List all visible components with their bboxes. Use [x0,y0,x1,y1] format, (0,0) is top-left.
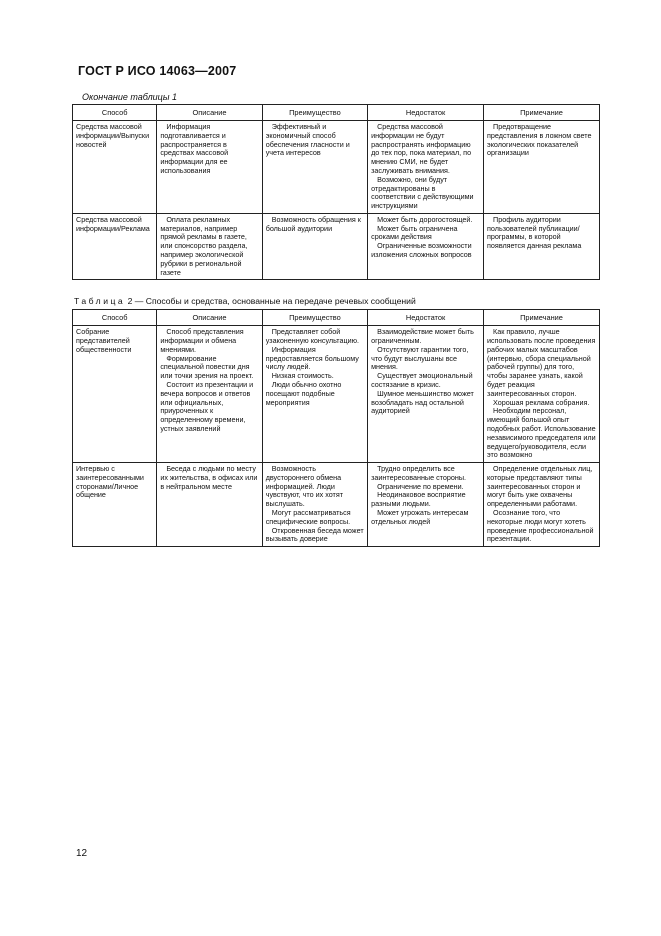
table2-caption-text: 2 — Способы и средства, основанные на передаче речевых сообщений [127,296,416,307]
table1-col-advantage: Преимущество [262,105,367,121]
table1-col-description: Описание [157,105,262,121]
table-cell: Способ представления информации и обмена мнениями. Формирование специальной повестки дня или точки зрения на проект. Состоит из презентации и вечера вопросов и ответов или официальных, приуроченных к определенному времени, устных заявлений [157,326,262,463]
table-cell: Определение отдельных лиц, которые представляют типы заинтересованных сторон и могут быть уже охвачены определенными работами. Осознание того, что некоторые люди могут хотеть проведение профессиональной презентации. [484,463,600,547]
table-cell: Интервью с заинтересованными сторонами/Личное общение [73,463,157,547]
table2-col-method: Способ [73,310,157,326]
table-cell: Возможность двустороннего обмена информацией. Люди чувствуют, что их хотят выслушать. Могут рассматриваться специфические вопросы. Откровенная беседа может вызывать доверие [262,463,367,547]
table-cell: Возможность обращения к большой аудитории [262,213,367,279]
table1-col-note: Примечание [484,105,600,121]
table2-col-disadvantage: Недостаток [368,310,484,326]
table-cell: Средства массовой информации/Выпуски новостей [73,121,157,214]
page-number: 12 [76,848,88,859]
table-cell: Представляет собой узаконенную консультацию. Информация предоставляется большому числу людей. Низкая стоимость. Люди обычно охотно посещают подобные мероприятия [262,326,367,463]
document-header: ГОСТ Р ИСО 14063—2007 [78,64,237,78]
table2-col-advantage: Преимущество [262,310,367,326]
page-content [72,92,600,834]
table-row [73,463,600,547]
table-cell: Оплата рекламных материалов, например прямой рекламы в газете, или спонсорство раздела, например экологической рубрики в региональной газете [157,213,262,279]
table-cell: Средства массовой информации не будут распространять информацию до тех пор, пока материал, по мнению СМИ, не будет заслуживать внимания. Возможно, они будут отредактированы в соответствии с действующими инструкциями [368,121,484,214]
table-2 [72,309,600,547]
table-1 [72,104,600,280]
table2-caption [74,296,600,306]
table2-header-row [73,310,600,326]
table1-header-row [73,105,600,121]
table-cell: Предотвращение представления в ложном свете экологических показателей организации [484,121,600,214]
table-row [73,213,600,279]
table-cell: Может быть дорогостоящей. Может быть ограничена сроками действия Ограниченные возможности изложения сложных вопросов [368,213,484,279]
table-row [73,326,600,463]
table2-caption-word: Таблица [74,296,126,307]
table-cell: Трудно определить все заинтересованные стороны. Ограничение по времени. Неодинаковое восприятие разными людьми. Может угрожать интересам отдельных людей [368,463,484,547]
table-cell: Собрание представителей общественности [73,326,157,463]
table-cell: Информация подготавливается и распространяется в средствах массовой информации для ее использования [157,121,262,214]
table-cell: Беседа с людьми по месту их жительства, в офисах или в нейтральном месте [157,463,262,547]
table-cell: Профиль аудитории пользователей публикации/программы, в которой появляется данная реклама [484,213,600,279]
table-cell: Эффективный и экономичный способ обеспечения гласности и учета интересов [262,121,367,214]
table-cell: Взаимодействие может быть ограниченным. Отсутствуют гарантии того, что будут выслушаны все мнения. Существует эмоциональный состязание в кризис. Шумное меньшинство может возобладать над остальной аудиторией [368,326,484,463]
table1-col-disadvantage: Недостаток [368,105,484,121]
table2-col-description: Описание [157,310,262,326]
table1-col-method: Способ [73,105,157,121]
table2-col-note: Примечание [484,310,600,326]
table-cell: Как правило, лучше использовать после проведения рабочих малых масштабов (интервью, сбора специальной рабочей группы) для того, чтобы заранее узнать, какой будет реакция заинтересованных сторон. Хорошая реклама собрания. Необходим персонал, имеющий большой опыт подобных работ. Использование независимого председателя или ведущего/руководителя, если это возможно [484,326,600,463]
table-row [73,121,600,214]
table-cell: Средства массовой информации/Реклама [73,213,157,279]
table1-continuation-label: Окончание таблицы 1 [82,92,177,102]
